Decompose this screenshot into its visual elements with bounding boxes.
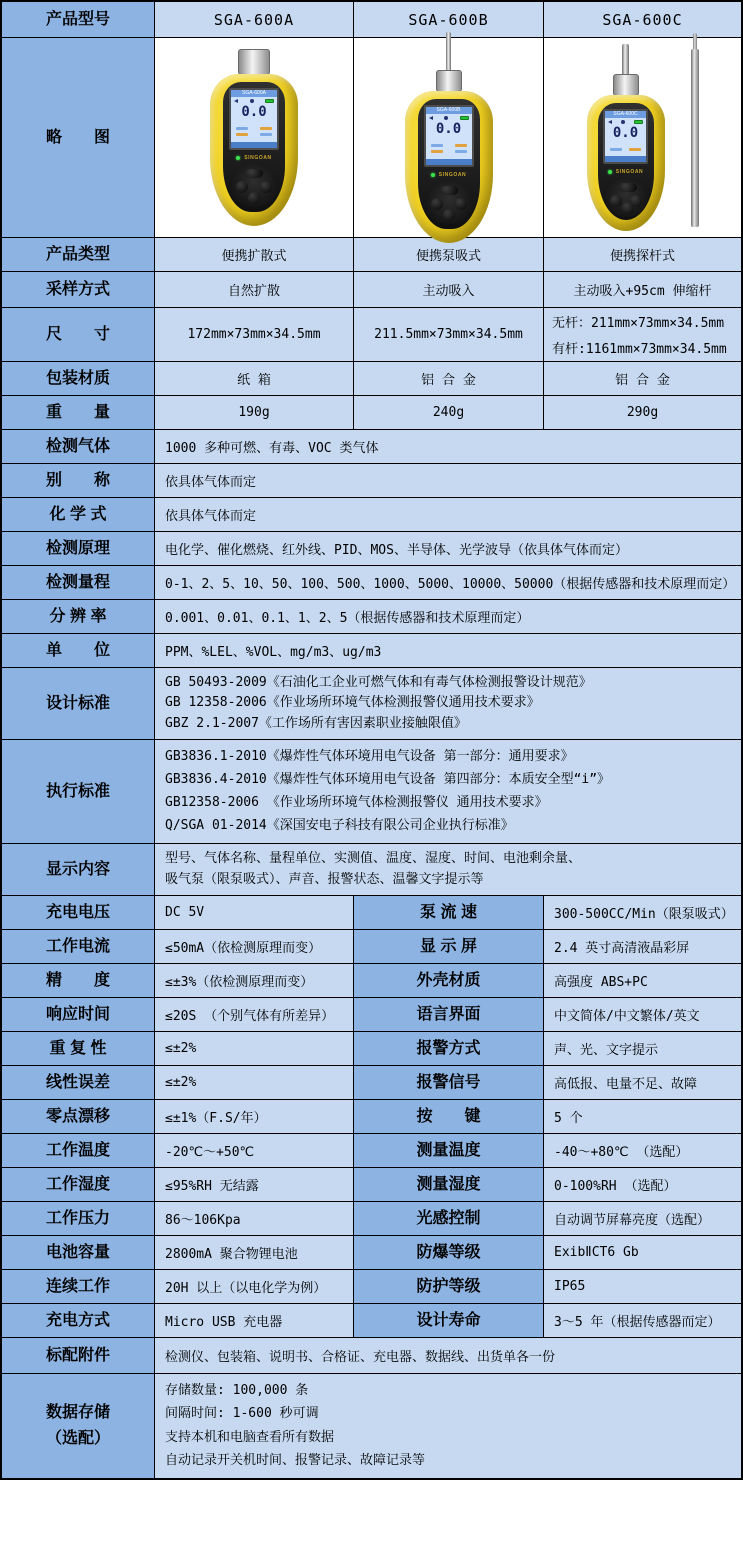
info-dash <box>236 133 248 136</box>
row-units <box>2 634 741 668</box>
row-value: -40～+80℃ （选配） <box>544 1134 741 1167</box>
row-label: 设计标准 <box>2 668 155 739</box>
row-label: 工作温度 <box>2 1134 155 1167</box>
screen-info-rows <box>231 121 277 142</box>
row-alias <box>2 464 741 498</box>
row-value <box>544 308 741 361</box>
row-working-humidity-measure-humidity <box>2 1168 741 1202</box>
row-label: 检测气体 <box>2 430 155 463</box>
row-accuracy-housing <box>2 964 741 998</box>
left-button <box>431 198 443 210</box>
row-value: 自动调节屏幕亮度（选配） <box>544 1202 741 1235</box>
row-label: 防护等级 <box>354 1270 544 1303</box>
row-value: ≤±1%（F.S/年） <box>155 1100 354 1133</box>
dimension-line: 有杆:1161mm×73mm×34.5mm <box>552 342 727 357</box>
row-label: 精 度 <box>2 964 155 997</box>
row-value: 86～106Kpa <box>155 1202 354 1235</box>
row-label: 防爆等级 <box>354 1236 544 1269</box>
row-execution-standards <box>2 740 741 844</box>
storage-line: 存储数量: 100,000 条 <box>165 1382 309 1398</box>
row-value: 0-1、2、5、10、50、100、500、1000、5000、10000、50000（根据传感器和技术原理而定） <box>155 566 741 599</box>
device-screen <box>424 105 474 167</box>
info-dash <box>236 127 248 130</box>
device-body <box>210 74 298 226</box>
row-detected-gas <box>2 430 741 464</box>
info-dash <box>610 148 622 151</box>
row-value: 铝 合 金 <box>544 362 741 395</box>
row-value: 依具体气体而定 <box>155 498 741 531</box>
row-weight <box>2 396 741 430</box>
row-label: 泵 流 速 <box>354 896 544 929</box>
row-value: 主动吸入 <box>354 272 544 307</box>
screen-status-icons <box>426 114 472 121</box>
row-value: Micro USB 充电器 <box>155 1304 354 1337</box>
menu-button <box>440 186 458 195</box>
enter-button <box>443 209 455 221</box>
row-value: 240g <box>354 396 544 429</box>
row-dimensions <box>2 308 741 362</box>
device-body <box>587 95 665 231</box>
brand-logo: SINGOAN <box>615 168 644 175</box>
row-working-pressure-light-control <box>2 1202 741 1236</box>
row-label: 标配附件 <box>2 1338 155 1373</box>
storage-line: 支持本机和电脑查看所有数据 <box>165 1429 335 1445</box>
screen-info-rows <box>426 138 472 159</box>
row-label: 单 位 <box>2 634 155 667</box>
row-label-line: （选配） <box>45 1430 110 1447</box>
row-label: 化 学 式 <box>2 498 155 531</box>
row-label: 报警信号 <box>354 1066 544 1099</box>
row-value: 中文简体/中文繁体/英文 <box>544 998 741 1031</box>
row-data-storage <box>2 1374 741 1478</box>
speaker-icon <box>429 116 433 120</box>
device-illustration-a <box>210 49 298 226</box>
row-product-type <box>2 238 741 272</box>
enter-button <box>248 192 260 204</box>
row-value: 20H 以上（以电化学为例） <box>155 1270 354 1303</box>
row-value: PPM、%LEL、%VOL、mg/m3、ug/m3 <box>155 634 741 667</box>
row-linearity-alarm-signal <box>2 1066 741 1100</box>
row-value: 主动吸入+95cm 伸缩杆 <box>544 272 741 307</box>
row-value: 高低报、电量不足、故障 <box>544 1066 741 1099</box>
row-value: 3～5 年（根据传感器而定） <box>544 1304 741 1337</box>
screen-reading: 0.0 <box>241 104 267 120</box>
screen-footer-bar <box>605 156 646 162</box>
dimension-line: 无杆：211mm×73mm×34.5mm <box>552 316 725 331</box>
row-label: 充电电压 <box>2 896 155 929</box>
device-body <box>405 91 493 243</box>
row-value: 172mm×73mm×34.5mm <box>155 308 354 361</box>
row-value: 1000 多种可燃、有毒、VOC 类气体 <box>155 430 741 463</box>
row-battery-explosion-proof <box>2 1236 741 1270</box>
row-label: 电池容量 <box>2 1236 155 1269</box>
row-value: ≤±2% <box>155 1066 354 1099</box>
fan-icon <box>621 120 625 124</box>
row-value: 0-100%RH （选配） <box>544 1168 741 1201</box>
row-label: 工作湿度 <box>2 1168 155 1201</box>
row-value: 纸 箱 <box>155 362 354 395</box>
row-detection-range <box>2 566 741 600</box>
row-label: 语言界面 <box>354 998 544 1031</box>
menu-button <box>619 183 637 192</box>
row-label: 充电方式 <box>2 1304 155 1337</box>
row-chemical-formula <box>2 498 741 532</box>
row-value: ≤95%RH 无结露 <box>155 1168 354 1201</box>
product-image-sga-600a <box>155 38 354 237</box>
brand-row <box>236 153 272 162</box>
storage-line: 自动记录开关机时间、报警记录、故障记录等 <box>165 1453 426 1469</box>
row-label: 检测原理 <box>2 532 155 565</box>
row-value <box>155 1374 741 1478</box>
row-label: 按 键 <box>354 1100 544 1133</box>
pump-probe <box>622 44 629 74</box>
row-label: 检测量程 <box>2 566 155 599</box>
row-response-time-language <box>2 998 741 1032</box>
right-button <box>455 198 467 210</box>
info-dash <box>431 144 443 147</box>
row-value: IP65 <box>544 1270 741 1303</box>
row-value <box>155 740 741 843</box>
right-button <box>260 181 272 193</box>
row-value: 铝 合 金 <box>354 362 544 395</box>
info-dash <box>455 150 467 153</box>
row-label: 响应时间 <box>2 998 155 1031</box>
battery-icon <box>460 116 469 120</box>
header-row <box>2 2 741 38</box>
row-value: 检测仪、包装箱、说明书、合格证、充电器、数据线、出货单各一份 <box>155 1338 741 1373</box>
row-label <box>2 1374 155 1478</box>
button-cluster <box>231 165 277 207</box>
row-value: 190g <box>155 396 354 429</box>
row-label: 重 量 <box>2 396 155 429</box>
row-label: 工作压力 <box>2 1202 155 1235</box>
row-label: 外壳材质 <box>354 964 544 997</box>
row-value: 自然扩散 <box>155 272 354 307</box>
standard-line: Q/SGA 01-2014《深国安电子科技有限公司企业执行标准》 <box>165 818 514 834</box>
row-label: 连续工作 <box>2 1270 155 1303</box>
device-panel <box>598 103 654 220</box>
info-dash <box>431 150 443 153</box>
row-design-standards <box>2 668 741 740</box>
row-working-temp-measure-temp <box>2 1134 741 1168</box>
brand-logo: SINGOAN <box>244 154 272 161</box>
row-continuous-work-protection <box>2 1270 741 1304</box>
screen-reading: 0.0 <box>612 125 639 141</box>
row-label: 包装材质 <box>2 362 155 395</box>
button-cluster <box>426 182 472 224</box>
info-dash <box>260 127 272 130</box>
row-label: 尺 寸 <box>2 308 155 361</box>
row-value: -20℃～+50℃ <box>155 1134 354 1167</box>
speaker-icon <box>608 120 612 124</box>
row-working-current-display <box>2 930 741 964</box>
standard-line: GB12358-2006 《作业场所环境气体检测报警仪 通用技术要求》 <box>165 795 548 811</box>
row-value: 2.4 英寸高清液晶彩屏 <box>544 930 741 963</box>
row-value: 5 个 <box>544 1100 741 1133</box>
row-value <box>155 668 741 739</box>
storage-line: 间隔时间: 1-600 秒可调 <box>165 1406 319 1422</box>
status-led <box>236 156 240 160</box>
row-label: 分 辨 率 <box>2 600 155 633</box>
status-led <box>431 173 435 177</box>
screen-footer-bar <box>426 159 472 165</box>
brand-row <box>431 170 467 179</box>
row-display-contents <box>2 844 741 896</box>
screen-reading: 0.0 <box>435 121 462 137</box>
sketch-label: 略 图 <box>2 38 155 237</box>
product-image-sga-600c <box>544 38 741 237</box>
product-image-sga-600b <box>354 38 544 237</box>
screen-status-icons <box>605 118 646 125</box>
row-charging-method-design-life <box>2 1304 741 1338</box>
model-name-a: SGA-600A <box>155 2 354 37</box>
row-label: 报警方式 <box>354 1032 544 1065</box>
telescopic-rod <box>691 49 699 227</box>
standard-line: GB 50493-2009《石油化工企业可燃气体和有毒气体检测报警设计规范》 <box>165 675 592 691</box>
row-value: ExibⅡCT6 Gb <box>544 1236 741 1269</box>
row-label: 测量温度 <box>354 1134 544 1167</box>
brand-row <box>608 167 644 176</box>
row-repeatability-alarm-mode <box>2 1032 741 1066</box>
left-button <box>236 181 248 193</box>
device-screen <box>603 109 648 164</box>
standard-line: GB 12358-2006《作业场所环境气体检测报警仪通用技术要求》 <box>165 695 540 711</box>
device-screen <box>229 88 279 150</box>
info-dash <box>629 148 641 151</box>
device-panel <box>223 82 285 212</box>
row-value: 300-500CC/Min（限泵吸式） <box>544 896 741 929</box>
row-value <box>155 844 741 895</box>
standard-line: GB3836.4-2010《爆炸性气体环境用电气设备 第四部分：本质安全型“i”》 <box>165 771 611 787</box>
model-name-c: SGA-600C <box>544 2 741 37</box>
row-label: 显 示 屏 <box>354 930 544 963</box>
sensor-cap <box>436 70 462 92</box>
row-value: 便携泵吸式 <box>354 238 544 271</box>
header-label: 产品型号 <box>2 2 155 37</box>
status-led <box>608 170 612 174</box>
screen-status-icons <box>231 97 277 104</box>
row-label: 别 称 <box>2 464 155 497</box>
row-label: 测量湿度 <box>354 1168 544 1201</box>
sensor-cap <box>238 49 270 75</box>
sketch-row <box>2 38 741 238</box>
row-value: 高强度 ABS+PC <box>544 964 741 997</box>
row-value: ≤±2% <box>155 1032 354 1065</box>
row-label: 线性误差 <box>2 1066 155 1099</box>
row-value: ≤20S （个别气体有所差异） <box>155 998 354 1031</box>
screen-title: SGA-600A <box>231 90 277 97</box>
row-label: 零点漂移 <box>2 1100 155 1133</box>
model-name-b: SGA-600B <box>354 2 544 37</box>
standard-line: GB3836.1-2010《爆炸性气体环境用电气设备 第一部分：通用要求》 <box>165 748 574 764</box>
row-resolution <box>2 600 741 634</box>
row-label: 光感控制 <box>354 1202 544 1235</box>
display-line: 型号、气体名称、量程单位、实测值、温度、湿度、时间、电池剩余量、 <box>165 851 582 867</box>
row-standard-accessories <box>2 1338 741 1374</box>
row-packing-material <box>2 362 741 396</box>
row-detection-principle <box>2 532 741 566</box>
menu-button <box>245 169 263 178</box>
row-charge-voltage-pump-flow <box>2 896 741 930</box>
fan-icon <box>250 99 254 103</box>
display-line: 吸气泵（限泵吸式）、声音、报警状态、温馨文字提示等 <box>165 871 484 887</box>
row-label-line: 数据存储 <box>45 1404 110 1421</box>
row-value: 211.5mm×73mm×34.5mm <box>354 308 544 361</box>
screen-footer-bar <box>231 142 277 148</box>
speaker-icon <box>234 99 238 103</box>
row-value: 0.001、0.01、0.1、1、2、5（根据传感器和技术原理而定） <box>155 600 741 633</box>
standard-line: GBZ 2.1-2007《工作场所有害因素职业接触限值》 <box>165 715 467 731</box>
row-value: 声、光、文字提示 <box>544 1032 741 1065</box>
row-value: ≤50mA（依检测原理而变） <box>155 930 354 963</box>
row-zero-drift-buttons <box>2 1100 741 1134</box>
row-label: 执行标准 <box>2 740 155 843</box>
row-value: ≤±3%（依检测原理而变） <box>155 964 354 997</box>
row-value: 便携扩散式 <box>155 238 354 271</box>
sensor-cap <box>613 74 639 96</box>
row-value: 依具体气体而定 <box>155 464 741 497</box>
row-sampling-method <box>2 272 741 308</box>
device-illustration-b <box>405 32 493 243</box>
brand-logo: SINGOAN <box>438 171 467 178</box>
pump-probe <box>446 32 451 70</box>
row-label: 采样方式 <box>2 272 155 307</box>
device-panel <box>418 99 480 229</box>
battery-icon <box>634 120 643 124</box>
left-button <box>610 195 622 207</box>
row-value: 电化学、催化燃烧、红外线、PID、MOS、半导体、光学波导（依具体气体而定） <box>155 532 741 565</box>
row-label: 产品类型 <box>2 238 155 271</box>
enter-button <box>622 202 634 214</box>
fan-icon <box>444 116 448 120</box>
row-label: 设计寿命 <box>354 1304 544 1337</box>
row-value: DC 5V <box>155 896 354 929</box>
info-dash <box>455 144 467 147</box>
row-label: 工作电流 <box>2 930 155 963</box>
row-value: 2800mA 聚合物锂电池 <box>155 1236 354 1269</box>
info-dash <box>260 133 272 136</box>
battery-icon <box>265 99 274 103</box>
screen-title: SGA-600B <box>426 107 472 114</box>
screen-title: SGA-600C <box>605 111 646 118</box>
row-label: 显示内容 <box>2 844 155 895</box>
screen-info-rows <box>605 142 646 156</box>
row-label: 重 复 性 <box>2 1032 155 1065</box>
row-value: 290g <box>544 396 741 429</box>
row-value: 便携探杆式 <box>544 238 741 271</box>
device-illustration-c <box>587 44 665 231</box>
button-cluster <box>605 179 647 217</box>
